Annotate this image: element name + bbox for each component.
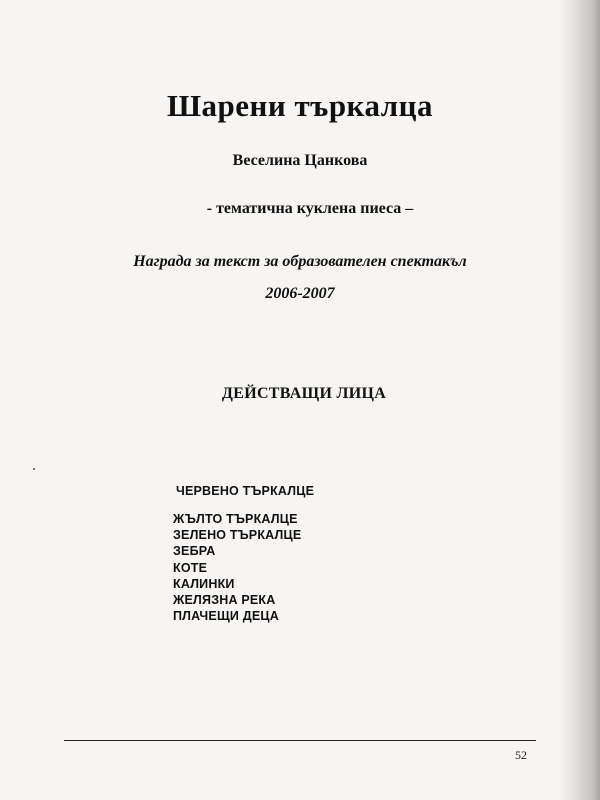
scan-speck	[33, 468, 35, 470]
character-list	[173, 511, 301, 624]
characters-heading: ДЕЙСТВАЩИ ЛИЦА	[221, 385, 387, 402]
character-list-item: ЖЕЛЯЗНА РЕКА	[173, 593, 276, 608]
award-line: Награда за текст за образователен спектакъл	[133, 253, 467, 270]
play-title: Шарени търкалца	[167, 88, 433, 123]
page-number: 52	[515, 748, 527, 762]
character-list-item: ПЛАЧЕЩИ ДЕЦА	[173, 609, 279, 624]
character-list-item: КАЛИНКИ	[173, 576, 235, 591]
footer-rule	[64, 740, 536, 741]
award-year: 2006-2007	[265, 285, 335, 302]
character-list-item: КОТЕ	[173, 560, 208, 575]
character-list-item: ЖЪЛТО ТЪРКАЛЦЕ	[173, 512, 298, 526]
character-list-item: ЧЕРВЕНО ТЪРКАЛЦЕ	[176, 484, 315, 498]
character-list-item: ЗЕБРА	[173, 544, 216, 559]
play-subtitle: - тематична куклена пиеса –	[206, 200, 414, 217]
character-list-item: ЗЕЛЕНО ТЪРКАЛЦЕ	[173, 528, 302, 543]
author-name: Веселина Цанкова	[232, 152, 368, 169]
